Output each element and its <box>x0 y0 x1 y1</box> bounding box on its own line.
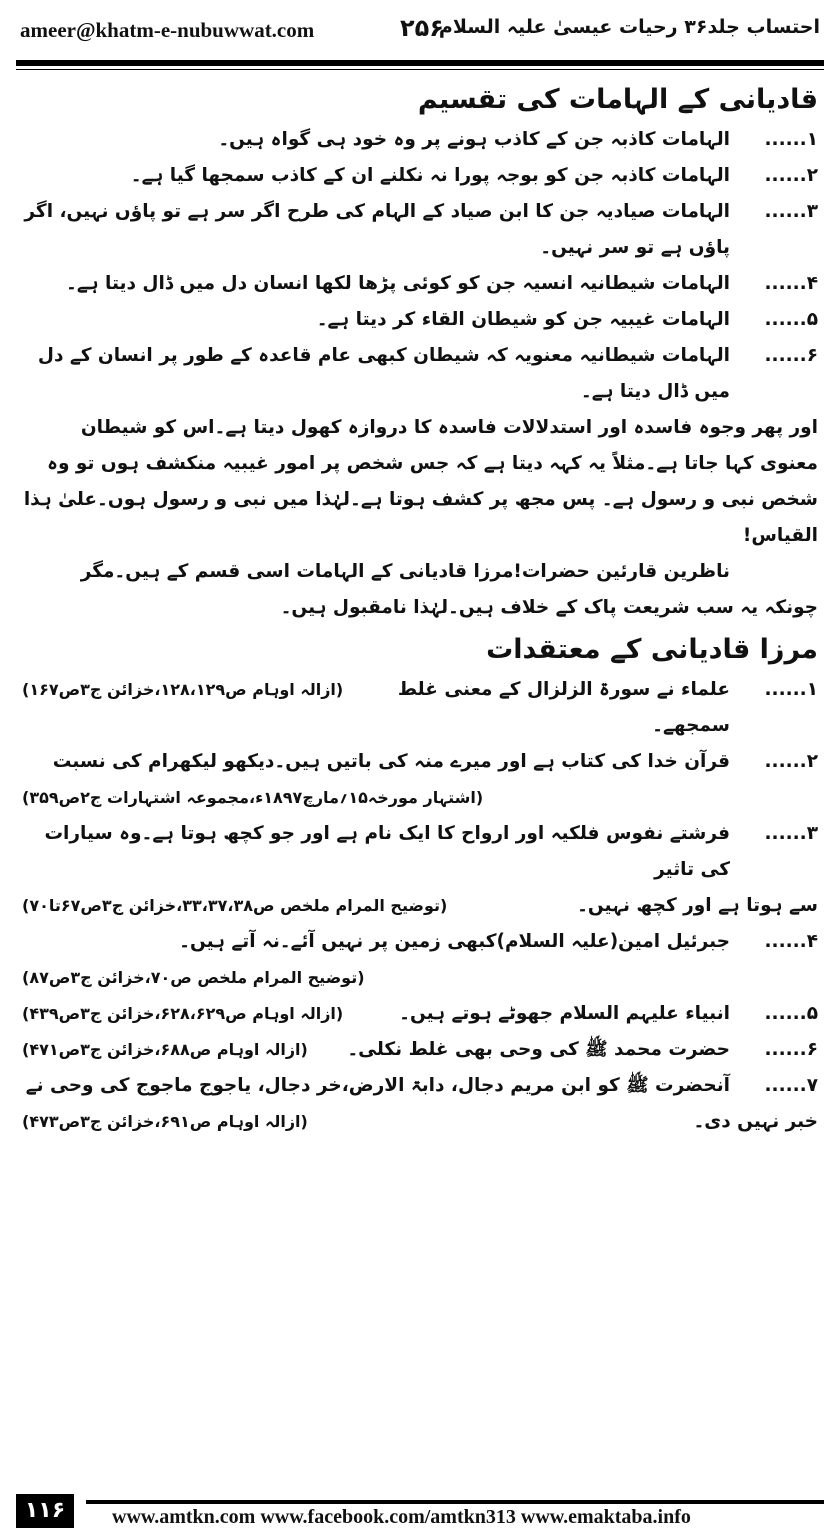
list-item <box>22 924 818 960</box>
list-item <box>22 816 818 888</box>
item-text: الہامات شیطانیہ معنویہ کہ شیطان کبھی عام قاعدہ کے طور پر انسان کے دل میں ڈال دیتا ہے۔ <box>37 345 730 402</box>
item-number: ۱...... <box>764 129 818 150</box>
page-number: ۲۵۶ <box>400 14 444 42</box>
list-item <box>22 744 818 780</box>
folio-number: ۱۱۶ <box>16 1494 74 1528</box>
item-text <box>22 996 730 1032</box>
item-text: فرشتے نفوس فلکیہ اور ارواح کا ایک نام ہے اور جو کچھ ہوتا ہے۔وہ سیارات کی تاثیر <box>44 823 730 880</box>
page-header <box>16 14 824 54</box>
item-text <box>22 1104 818 1140</box>
item-statement: حضرت محمد ﷺ کی وحی بھی غلط نکلی۔ <box>347 1039 730 1060</box>
item-number: ۲...... <box>764 751 818 772</box>
list-item <box>22 996 818 1032</box>
list-item-continuation <box>22 1104 818 1140</box>
item-number: ۶...... <box>764 345 818 366</box>
header-rule-thick <box>16 60 824 66</box>
list-item <box>22 158 818 194</box>
item-number: ۷...... <box>764 1075 818 1096</box>
list-item <box>22 1068 818 1104</box>
item-number: ۴...... <box>764 273 818 294</box>
item-number: ۵...... <box>764 1003 818 1024</box>
item-text: الہامات کاذبہ جن کو بوجہ پورا نہ نکلنے ان کے کاذب سمجھا گیا ہے۔ <box>130 165 730 186</box>
item-text: الہامات کاذبہ جن کے کاذب ہونے پر وہ خود ہی گواہ ہیں۔ <box>218 129 730 150</box>
item-reference: (ازالہ اوہام ص۶۹۱،خزائن ج۳ص۴۷۳) <box>22 1112 308 1131</box>
item-reference: (توضیح المرام ملخص ص۳۳،۳۷،۳۸،خزائن ج۳ص۶۷تا۷۰) <box>22 896 448 915</box>
item-statement: خبر نہیں دی۔ <box>693 1111 818 1132</box>
item-reference: (اشتہار مورخہ۱۵؍مارچ۱۸۹۷ء،مجموعہ اشتہارات ج۲ص۳۵۹) <box>22 788 484 807</box>
item-text <box>22 888 818 924</box>
journal-title: احتساب جلد۳۶ رحیات عیسیٰ علیہ السلام <box>438 16 820 38</box>
item-number: ۳...... <box>764 201 818 222</box>
item-statement: علماء نے سورۃ الزلزال کے معنی غلط سمجھے۔ <box>397 679 730 736</box>
list-item <box>22 122 818 158</box>
item-statement: انبیاء علیہم السلام جھوٹے ہوتے ہیں۔ <box>399 1003 730 1024</box>
header-rule-thin <box>16 69 824 70</box>
item-text: آنحضرت ﷺ کو ابن مریم دجال، دابۃ الارض،خر دجال، یاجوج ماجوج کی وحی نے <box>25 1075 730 1096</box>
item-text: قرآن خدا کی کتاب ہے اور میرے منہ کی باتیں ہیں۔دیکھو لیکھرام کی نسبت <box>52 751 730 772</box>
item-number: ۳...... <box>764 823 818 844</box>
footer-websites: www.amtkn.com www.facebook.com/amtkn313 www.emaktaba.info <box>112 1506 691 1528</box>
item-reference: (ازالہ اوہام ص۱۲۸،۱۲۹،خزائن ج۳ص۱۶۷) <box>22 680 344 699</box>
item-number: ۲...... <box>764 165 818 186</box>
item-text: الہامات صیادیہ جن کا ابن صیاد کے الہام کی طرح اگر سر ہے تو پاؤں نہیں، اگر پاؤں ہے تو سر نہیں۔ <box>24 201 730 258</box>
item-number: ۶...... <box>764 1039 818 1060</box>
item-reference: (ازالہ اوہام ص۶۲۸،۶۲۹،خزائن ج۳ص۴۳۹) <box>22 1004 344 1023</box>
email-address: ameer@khatm-e-nubuwwat.com <box>20 18 315 42</box>
list-item <box>22 1032 818 1068</box>
item-reference: (ازالہ اوہام ص۶۸۸،خزائن ج۳ص۴۷۱) <box>22 1040 308 1059</box>
list-item <box>22 302 818 338</box>
item-text: الہامات غیبیہ جن کو شیطان القاء کر دیتا ہے۔ <box>316 309 730 330</box>
paragraph-explanation: اور پھر وجوہ فاسدہ اور استدلالات فاسدہ کا دروازہ کھول دیتا ہے۔اس کو شیطان معنوی کہا جاتا ہے۔مثلاً یہ کہہ دیتا ہے کہ جس شخص پر امور غیبیہ منکشف ہوں تو وہ شخص نبی و رسول ہے۔ پس مجھ پر کشف ہوتا ہے۔لہٰذا میں نبی و رسول ہوں۔علیٰ ہذا القیاس! <box>23 417 818 546</box>
page-body <box>22 78 818 1140</box>
list-item <box>22 338 818 410</box>
item-text <box>22 672 730 744</box>
item-number: ۱...... <box>764 679 818 700</box>
list-item <box>22 194 818 266</box>
list-item-continuation <box>22 888 818 924</box>
item-number: ۵...... <box>764 309 818 330</box>
item-text: جبرئیل امین(علیہ السلام)کبھی زمین پر نہیں آئے۔نہ آتے ہیں۔ <box>179 931 730 952</box>
item-reference: (توضیح المرام ملخص ص۷۰،خزائن ج۳ص۸۷) <box>22 968 365 987</box>
item-text: الہامات شیطانیہ انسیہ جن کو کوئی پڑھا لکھا انسان دل میں ڈال دیتا ہے۔ <box>66 273 730 294</box>
list-item <box>22 672 818 744</box>
item-text <box>22 1032 730 1068</box>
footer-rule <box>86 1500 824 1504</box>
paragraph-readers: ناظرین قارئین حضرات!مرزا قادیانی کے الہامات اسی قسم کے ہیں۔مگر چونکہ یہ سب شریعت پاک کے خلاف ہیں۔لہٰذا نامقبول ہیں۔ <box>80 561 818 618</box>
section-heading-beliefs: مرزا قادیانی کے معتقدات <box>486 634 818 665</box>
page-footer <box>16 1494 824 1532</box>
item-statement: سے ہوتا ہے اور کچھ نہیں۔ <box>577 895 818 916</box>
section-heading-ilhamat: قادیانی کے الہامات کی تقسیم <box>417 84 818 115</box>
list-item <box>22 266 818 302</box>
item-number: ۴...... <box>764 931 818 952</box>
